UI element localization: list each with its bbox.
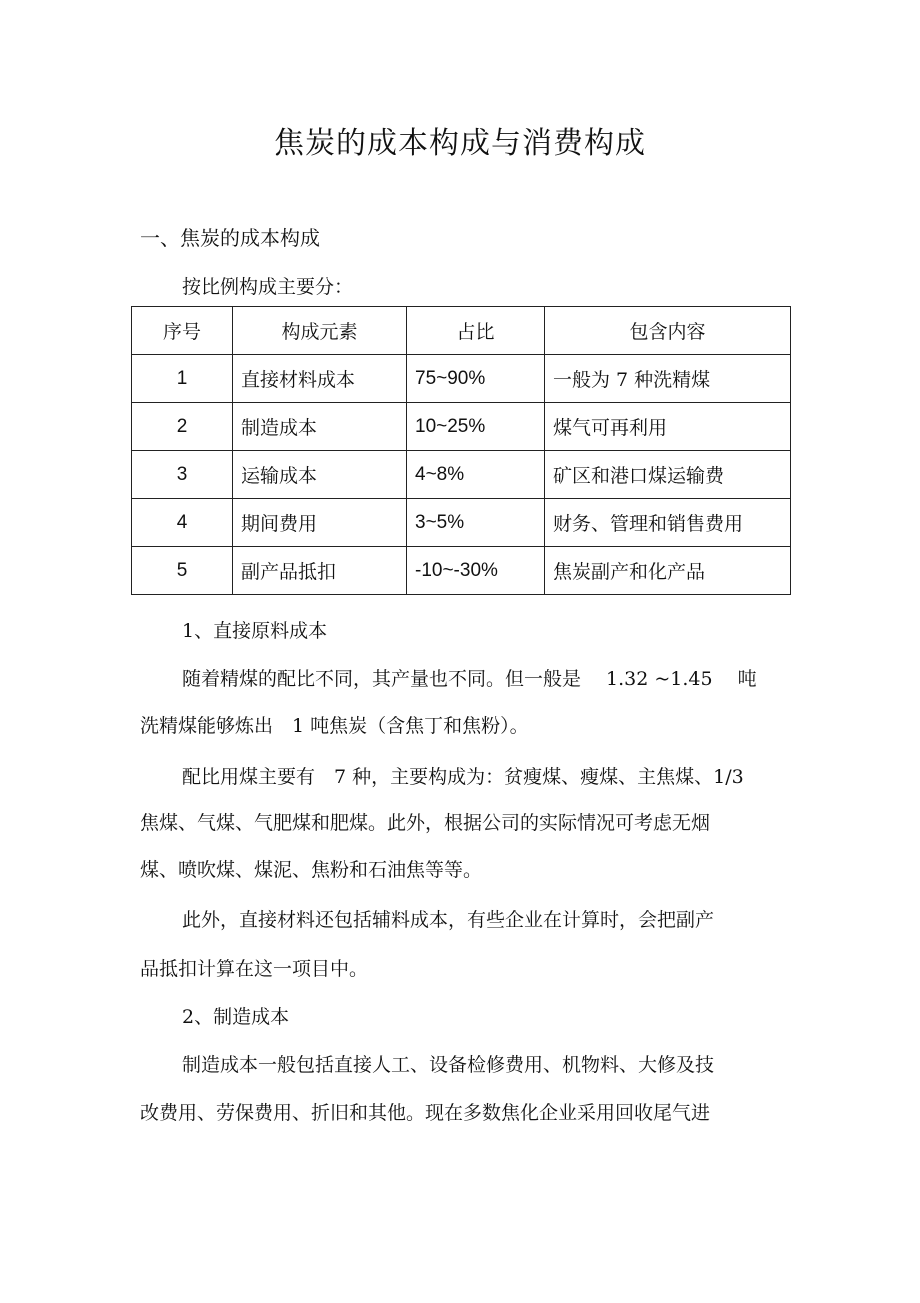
paragraph-line: 改费用、劳保费用、折旧和其他。现在多数焦化企业采用回收尾气进: [140, 1102, 711, 1124]
cost-content: 一般为 7 种洗精煤: [545, 355, 791, 403]
row-index: 4: [132, 499, 233, 547]
table-row: [132, 547, 791, 595]
cost-element: 直接材料成本: [233, 355, 407, 403]
cost-share: 10~25%: [407, 403, 545, 451]
table-row: [132, 355, 791, 403]
header-cell: 构成元素: [233, 307, 407, 355]
table-row: [132, 451, 791, 499]
paragraph-line: 此外，直接材料还包括辅料成本，有些企业在计算时，会把副产: [182, 909, 715, 931]
subsection-heading: 1、直接原料成本: [182, 620, 328, 642]
cost-element: 制造成本: [233, 403, 407, 451]
paragraph-line: 制造成本一般包括直接人工、设备检修费用、机物料、大修及技: [182, 1054, 715, 1076]
row-index: 1: [132, 355, 233, 403]
row-index: 5: [132, 547, 233, 595]
paragraph-line: 洗精煤能够炼出 1 吨焦炭（含焦丁和焦粉）。: [140, 715, 529, 737]
row-index: 3: [132, 451, 233, 499]
cost-element: 期间费用: [233, 499, 407, 547]
cost-element: 副产品抵扣: [233, 547, 407, 595]
section-heading: 一、焦炭的成本构成: [140, 226, 320, 250]
cost-element: 运输成本: [233, 451, 407, 499]
document-title: 焦炭的成本构成与消费构成: [274, 126, 646, 161]
row-index: 2: [132, 403, 233, 451]
header-cell: 占比: [407, 307, 545, 355]
paragraph-line: 煤、喷吹煤、煤泥、焦粉和石油焦等等。: [140, 859, 483, 881]
cost-share: 4~8%: [407, 451, 545, 499]
paragraph-line: 随着精煤的配比不同，其产量也不同。但一般是 1.32 ~1.45 吨: [182, 668, 757, 690]
cost-content: 财务、管理和销售费用: [545, 499, 791, 547]
table-row: [132, 403, 791, 451]
paragraph-line: 焦煤、气煤、气肥煤和肥煤。此外，根据公司的实际情况可考虑无烟: [140, 812, 711, 834]
paragraph-line: 品抵扣计算在这一项目中。: [140, 958, 369, 980]
cost-content: 矿区和港口煤运输费: [545, 451, 791, 499]
intro-text: 按比例构成主要分：: [182, 276, 354, 298]
cost-share: 75~90%: [407, 355, 545, 403]
cost-table: [131, 306, 791, 595]
cost-content: 煤气可再利用: [545, 403, 791, 451]
header-cell: 包含内容: [545, 307, 791, 355]
table-header-row: [132, 307, 791, 355]
cost-content: 焦炭副产和化产品: [545, 547, 791, 595]
header-cell: 序号: [132, 307, 233, 355]
cost-share: -10~-30%: [407, 547, 545, 595]
table-row: [132, 499, 791, 547]
paragraph-line: 配比用煤主要有 7 种，主要构成为：贫瘦煤、瘦煤、主焦煤、1/3: [182, 766, 744, 788]
subsection-heading: 2、制造成本: [182, 1006, 290, 1028]
cost-share: 3~5%: [407, 499, 545, 547]
